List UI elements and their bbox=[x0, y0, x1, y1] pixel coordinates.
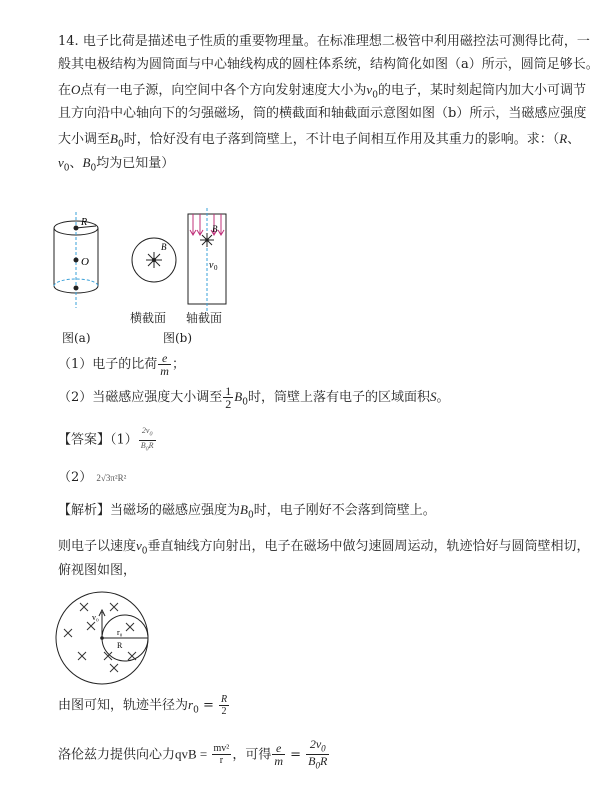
answer-2-label: （2） bbox=[58, 470, 93, 485]
problem-text: 电子比荷是描述电子性质的重要物理量。在标准理想二极管中利用磁控法可测得比荷，一 bbox=[82, 34, 590, 49]
axial-section-diagram bbox=[188, 208, 226, 312]
fraction-numerator: mv² bbox=[213, 743, 230, 755]
label-R-top: R bbox=[117, 641, 123, 650]
label-r0-top: r₀ bbox=[117, 628, 123, 637]
result-num-text: 2v bbox=[309, 737, 322, 751]
symbol-S: S bbox=[429, 389, 437, 404]
symbol-B0-sub: 0 bbox=[90, 163, 97, 174]
result-numerator bbox=[306, 738, 329, 755]
fraction-denominator: m bbox=[274, 754, 283, 769]
answer-1-den-sub: 0 bbox=[145, 446, 149, 453]
symbol-B0: B bbox=[234, 389, 243, 404]
question-text: ； bbox=[171, 357, 185, 372]
analysis-text: 时，电子刚好不会落到筒壁上。 bbox=[253, 503, 436, 518]
fraction-numerator: e bbox=[272, 742, 285, 755]
analysis-line-5 bbox=[58, 738, 330, 772]
caption-axial-section: 轴截面 bbox=[186, 311, 223, 325]
fraction-denominator: 2 bbox=[225, 397, 232, 411]
symbol-v0-sub: 0 bbox=[141, 546, 148, 557]
symbol-B0-sub: 0 bbox=[247, 510, 254, 521]
symbol-B0: B bbox=[110, 131, 118, 146]
symbol-B0: B bbox=[82, 155, 91, 170]
question-2 bbox=[58, 384, 450, 416]
top-view-figure bbox=[54, 590, 154, 690]
result-den-R: R bbox=[320, 754, 328, 769]
question-text: （1）电子的比荷 bbox=[58, 357, 158, 372]
symbol-v0: v bbox=[58, 155, 64, 170]
analysis-text: 由图可知，轨迹半径为 bbox=[58, 698, 189, 713]
equals-sign: = bbox=[286, 747, 306, 763]
symbol-r0: r bbox=[188, 697, 194, 712]
label-R: R bbox=[81, 217, 88, 228]
formula-qvB: qvB = bbox=[175, 746, 211, 762]
label-O: O bbox=[81, 256, 89, 268]
answer-1-den-text: B bbox=[140, 440, 146, 450]
symbol-O: O bbox=[71, 82, 81, 97]
answer-1-num-sub: 0 bbox=[149, 431, 153, 438]
problem-text: 的电子，某时刻起筒内加大小可调节 bbox=[377, 83, 586, 98]
problem-line-6 bbox=[58, 153, 174, 179]
fraction-numerator: e bbox=[158, 352, 171, 365]
answer-2-value: 2√3π²R² bbox=[96, 473, 127, 483]
problem-text: 且方向沿中心轴向下的匀强磁场，筒的横截面和轴截面示意图如图（b）所示，当磁感应强度 bbox=[58, 106, 587, 121]
fraction-mv2-over-r bbox=[212, 743, 232, 766]
problem-text: 、 bbox=[69, 156, 83, 171]
symbol-B0-sub: 0 bbox=[242, 397, 248, 408]
answer-1-num-text: 2v bbox=[141, 426, 150, 435]
problem-text: 均为已知量） bbox=[96, 156, 175, 171]
label-v0: v bbox=[209, 260, 214, 271]
fraction-denominator: r bbox=[219, 755, 224, 767]
question-text: 时，筒壁上落有电子的区域面积 bbox=[247, 390, 430, 405]
analysis-text: 洛伦兹力提供向心力 bbox=[58, 747, 176, 763]
problem-number: 14. bbox=[58, 34, 79, 49]
question-text: （2）当磁感应强度大小调至 bbox=[58, 390, 223, 405]
fraction-numerator: R bbox=[220, 694, 228, 705]
equals-sign: = bbox=[198, 698, 218, 713]
problem-text: 在 bbox=[58, 83, 72, 98]
fraction-e-over-m bbox=[158, 352, 171, 377]
symbol-B0-sub: 0 bbox=[117, 139, 124, 150]
problem-text: 、 bbox=[567, 132, 581, 147]
symbol-R: R bbox=[559, 131, 568, 146]
answer-1-fraction bbox=[139, 426, 156, 454]
problem-text: 时，恰好没有电子落到筒壁上，不计电子间相互作用及其重力的影响。求：（ bbox=[123, 132, 560, 147]
problem-line-1 bbox=[58, 32, 590, 52]
symbol-v0: v bbox=[136, 538, 142, 553]
result-denominator bbox=[306, 755, 329, 771]
problem-line-3 bbox=[58, 80, 586, 106]
symbol-v0: v bbox=[366, 82, 373, 97]
result-den-sub: 0 bbox=[315, 760, 321, 771]
symbol-B0: B bbox=[240, 502, 248, 517]
symbol-r0-sub: 0 bbox=[193, 705, 199, 716]
result-den-text: B bbox=[308, 754, 316, 769]
question-1 bbox=[58, 352, 185, 378]
analysis-text: 则电子以速度 bbox=[58, 539, 137, 554]
answer-label: 【答案】（1） bbox=[58, 432, 138, 448]
fraction-e-over-m bbox=[272, 742, 285, 767]
label-v0-top: v₀ bbox=[92, 613, 99, 622]
analysis-line-4 bbox=[58, 692, 230, 724]
analysis-text: ，可得 bbox=[232, 747, 272, 763]
symbol-v0-sub: 0 bbox=[372, 90, 378, 101]
label-B-cross: B bbox=[161, 242, 167, 252]
figure-cylinder bbox=[48, 208, 268, 318]
cylinder-diagram bbox=[54, 212, 98, 308]
fraction-one-half bbox=[223, 385, 233, 410]
problem-line-5 bbox=[58, 129, 580, 155]
fraction-R-over-2 bbox=[219, 694, 229, 717]
problem-text: 大小调至 bbox=[58, 132, 111, 147]
fraction-denominator: 2 bbox=[221, 706, 227, 717]
caption-figure-b: 图(b) bbox=[163, 331, 193, 345]
answer-1-denominator bbox=[139, 441, 156, 455]
answer-1-numerator bbox=[139, 426, 156, 441]
problem-text: 般其电极结构为圆筒面与中心轴线构成的圆柱体系统，结构简化如图（a）所示，圆筒足够长。 bbox=[58, 57, 599, 72]
answer-2 bbox=[58, 468, 126, 488]
problem-line-4 bbox=[58, 104, 586, 124]
question-text: 。 bbox=[436, 390, 450, 405]
caption-cross-section: 横截面 bbox=[130, 311, 167, 325]
answer-1-den-R: R bbox=[148, 440, 154, 450]
analysis-line-3 bbox=[58, 561, 136, 581]
symbol-v0-sub: 0 bbox=[63, 163, 70, 174]
analysis-line-2 bbox=[58, 536, 590, 562]
analysis-text: 垂直轴线方向射出，电子在磁场中做匀速圆周运动，轨迹恰好与圆筒壁相切， bbox=[147, 539, 590, 554]
analysis-text: 俯视图如图， bbox=[58, 563, 137, 578]
answer-1 bbox=[58, 426, 157, 454]
label-B-axial: B bbox=[212, 224, 218, 234]
fraction-numerator: 1 bbox=[225, 384, 232, 398]
caption-figure-a: 图(a) bbox=[62, 331, 91, 345]
fraction-denominator: m bbox=[160, 364, 169, 378]
problem-line-2 bbox=[58, 55, 599, 75]
result-fraction bbox=[306, 738, 329, 772]
label-v0-sub: 0 bbox=[214, 264, 218, 272]
analysis-line-1 bbox=[58, 500, 436, 526]
cross-section-diagram bbox=[132, 238, 176, 282]
result-num-sub: 0 bbox=[321, 743, 326, 754]
problem-text: 点有一电子源，向空间中各个方向发射速度大小为 bbox=[80, 83, 367, 98]
analysis-label: 【解析】当磁场的磁感应强度为 bbox=[58, 503, 241, 518]
